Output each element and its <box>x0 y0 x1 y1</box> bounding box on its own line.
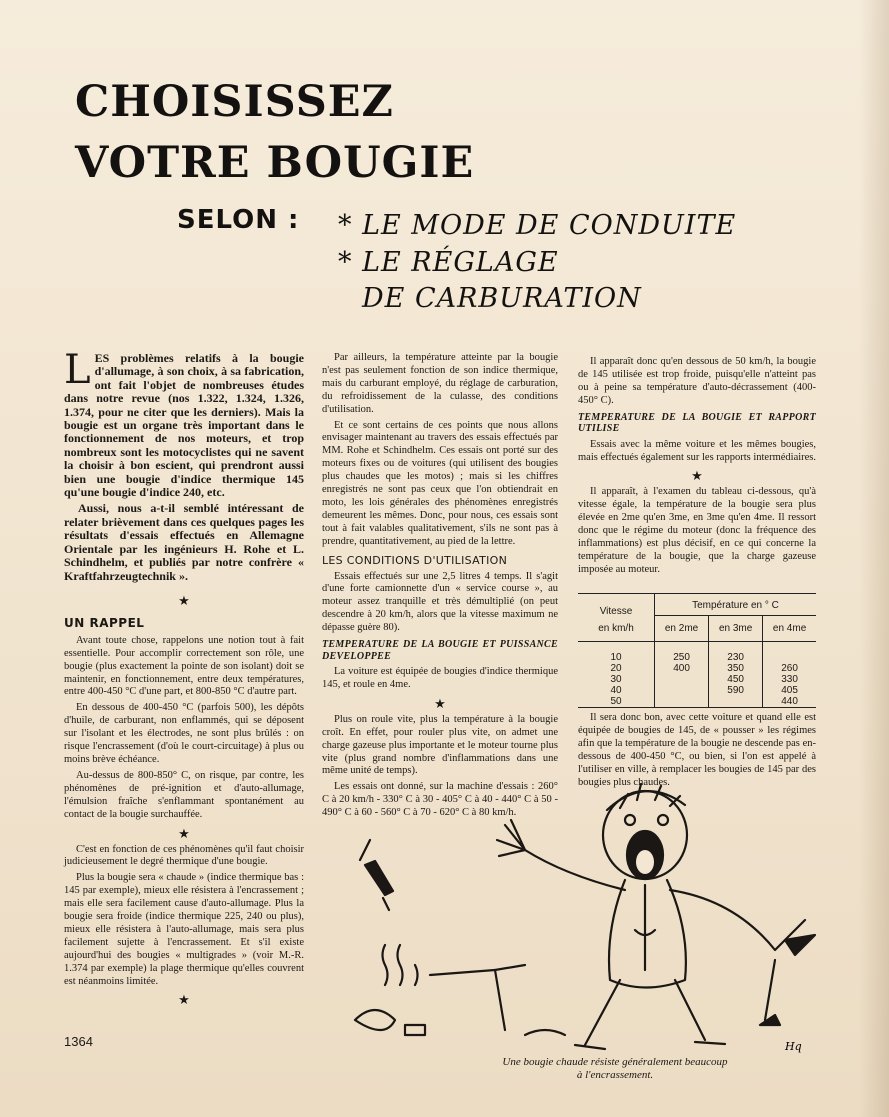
table-row <box>578 674 816 685</box>
table-cell <box>709 696 763 708</box>
separator-star-icon: ★ <box>691 468 703 484</box>
table-cell: 30 <box>578 674 655 685</box>
paragraph: Plus la bougie sera « chaude » (indice thermique bas : 145 par exemple), mieux elle résistera à l'encrassement ; mais elle sera facilement cause d'auto-allumage. Plus la bougie sera froide (indice thermique 225, 240 ou plus), mieux elle résistera à l'auto-allumage, mais sera plus facilement sujette à l'encrassement. Et s'il existe aujourd'hui des bougies « multigrades » (voir M.-R. 1.374 par exemple) la plage thermique qu'elles couvrent est néanmoins limitée. <box>64 872 304 987</box>
separator-star-icon: ★ <box>178 592 190 608</box>
illustration-caption <box>405 1056 825 1082</box>
section-heading-conditions: LES CONDITIONS D'UTILISATION <box>322 553 508 567</box>
intro-paragraph-2: Aussi, nous a-t-il semblé intéressant de relater brièvement dans ces quelques pages les résultats d'essais effectués en Allemagne Orientale par les ingénieurs H. Rohe et L. Schindhelm, et publiés par notre confrère « Kraftfahrzeugtechnik ». <box>64 501 304 583</box>
paragraph: Par ailleurs, la température atteinte par la bougie n'est pas seulement fonction de son indice thermique, mais du carburant employé, du réglage de carburation, du refroidissement de la culasse, des conditions d'utilisation. <box>322 352 558 415</box>
table-cell: 260 <box>781 663 798 674</box>
section-heading-rappel: UN RAPPEL <box>64 615 145 630</box>
header-vitesse-line-2: en km/h <box>598 622 634 634</box>
page-number: 1364 <box>64 1034 93 1049</box>
title-line-2: VOTRE BOUGIE <box>75 138 475 188</box>
table-row <box>578 663 816 674</box>
table-cell: 40 <box>578 685 655 696</box>
paragraph: La voiture est équipée de bougies d'indice thermique 145, et roule en 4me. <box>322 666 558 690</box>
intro-text-1: ES problèmes relatifs à la bougie d'allumage, à son choix, à sa fabrication, ont fait l'objet de nombreuses études dans notre revue (nos 1.322, 1.324, 1.326, 1.374, pour ne citer que les derniers). Mais la bougie est un organe très important dans le fonctionnement de nos moteurs, et trop nombreux sont les motocyclistes qui ne savent la choisir à bon escient, qui prendront aussi bien une bougie d'indice thermique 145 qu'une bougie d'indice 240, etc. <box>64 351 304 500</box>
subsection-heading: TEMPERATURE DE LA BOUGIE ET PUISSANCE DEVELOPPEE <box>322 639 558 662</box>
table-row <box>578 685 816 696</box>
table-cell <box>655 685 709 696</box>
article-title <box>75 72 474 194</box>
table-cell: 350 <box>709 663 763 674</box>
table-cell: 250 <box>655 642 709 664</box>
table-cell: 10 <box>578 642 655 664</box>
page-edge-shadow <box>859 0 889 1117</box>
table-body <box>578 642 816 708</box>
column-2 <box>322 352 558 823</box>
intro-paragraph-1 <box>64 347 304 500</box>
separator-star-icon: ★ <box>434 695 446 711</box>
temperature-table <box>578 593 816 708</box>
table-cell <box>655 674 709 685</box>
header-vitesse-line-1: Vitesse <box>599 605 633 617</box>
table-cell: 450 <box>709 674 763 685</box>
caption-line-1: Une bougie chaude résiste généralement beaucoup <box>502 1056 728 1068</box>
paragraph: Il apparaît donc qu'en dessous de 50 km/h, la bougie de 145 utilisée est trop froide, puisqu'elle n'atteint pas ou à peine sa température d'auto-décrassement (400-450° C). <box>578 356 816 406</box>
paragraph: Il sera donc bon, avec cette voiture et quand elle est équipée de bougies de 145, de « pousser » les régimes afin que la température de la bougie ne descende pas en-dessous de 400-450 °C, ou bien, si l'on est appelé à l'utiliser en ville, à remplacer les bougies de 145 par des bougies plus chaudes. <box>578 712 816 788</box>
caption-line-2: à l'encrassement. <box>576 1069 654 1081</box>
table-cell: 20 <box>578 663 655 674</box>
artist-signature: Hq <box>785 1040 802 1053</box>
paragraph: Essais effectués sur une 2,5 litres 4 temps. Il s'agit d'une forte camionnette d'un « service course », au moteur assez tranquille et très démultiplié (on peut descendre à 20 km/h, alors que la vitesse maximum ne dépasse guère 80). <box>322 570 558 634</box>
paragraph: Les essais ont donné, sur la machine d'essais : 260° C à 20 km/h - 330° C à 30 - 405° C à 40 - 440° C à 50 - 490° C à 60 - 560° C à 70 - 620° C à 80 km/h. <box>322 781 558 819</box>
table-cell <box>763 642 816 664</box>
table-cell: 405 <box>781 685 798 696</box>
subtitle-selon: SELON : <box>177 205 300 235</box>
paragraph: En dessous de 400-450 °C (parfois 500), les dépôts d'huile, de carburant, non enflammés, qui se déposent sur l'isolant et les électrodes, ne sont plus brûlés : on risque l'encrassement (d'où le court-circuitage) à plus ou moins brève échéance. <box>64 702 304 765</box>
header-gear-2: en 2me <box>655 616 709 642</box>
paragraph: Plus on roule vite, plus la température à la bougie croît. En effet, pour rouler plus vite, on admet une charge gazeuse plus importante et le moteur tourne plus vite (plus grand nombre d'inflammations dans une même unité de temps). <box>322 713 558 777</box>
separator-star-icon: ★ <box>178 825 190 841</box>
column-1 <box>64 347 304 1010</box>
subtitle-item-1: * LE MODE DE CONDUITE <box>338 210 737 241</box>
paragraph: Avant toute chose, rappelons une notion tout à fait essentielle. Pour accomplir correctement son rôle, une bougie (plus exactement la pointe de son isolant) doit se maintenir, en fonctionnement, entre deux températures, entre 400-450 °C d'une part, et 800-850 °C d'autre part. <box>64 634 304 698</box>
paragraph: Essais avec la même voiture et les mêmes bougies, mais effectués également sur les rapports intermédiaires. <box>578 438 817 463</box>
table-cell <box>655 696 709 708</box>
table-cell: 440 <box>781 696 798 707</box>
header-gear-4: en 4me <box>772 623 807 634</box>
paragraph: Au-dessus de 800-850° C, on risque, par contre, les phénomènes de pré-ignition et d'auto-allumage, l'émulsion fraîche s'enflammant spontanément au contact de la bougie surchauffée. <box>64 769 304 820</box>
header-gear-3: en 3me <box>709 616 763 642</box>
table-cell: 230 <box>709 642 763 664</box>
table-cell: 400 <box>655 663 709 674</box>
table-row <box>578 696 816 708</box>
table-cell: 50 <box>578 696 655 708</box>
intro-block <box>64 347 304 583</box>
paragraph: C'est en fonction de ces phénomènes qu'il faut choisir judicieusement le degré thermique d'une bougie. <box>64 843 304 868</box>
paragraph: Il apparaît, à l'examen du tableau ci-dessous, qu'à vitesse égale, la température de la bougie sera plus élevée en 2me qu'en 3me, en 3me qu'en 4me. Il ressort donc que le régime du moteur (donc la fréquence des inflammations) est plus décisif, en ce qui concerne la température de la bougie, que la charge gazeuse imposée au moteur. <box>578 486 816 575</box>
drop-cap: L <box>64 347 91 393</box>
header-vitesse <box>578 594 655 642</box>
header-temperature: Température en ° C <box>655 594 817 616</box>
cartoon-illustration <box>345 780 825 1055</box>
table-cell: 590 <box>709 685 763 696</box>
table-cell: 330 <box>781 674 798 685</box>
subtitle-item-3: DE CARBURATION <box>362 283 642 314</box>
subsection-heading: TEMPERATURE DE LA BOUGIE ET RAPPORT UTILISE <box>578 411 816 435</box>
subtitle-item-2: * LE RÉGLAGE <box>338 247 559 278</box>
column-3-top <box>578 356 816 580</box>
title-line-1: CHOISISSEZ <box>75 77 394 127</box>
table-row <box>578 642 816 664</box>
paragraph: Et ce sont certains de ces points que nous allons envisager maintenant au travers des essais effectués par MM. Rohe et Schindhelm. Ces essais ont porté sur des moteurs fixes ou de voitures (qui utilisent des bougies plus chaudes que les motos) ; mais si les chiffres enregistrés ne sont pas ceux que l'on obtiendrait en moto, les lois générales des phénomènes enregistrés demeurent les mêmes. Donc, pour nous, ces essais sont tout à fait valables qualitativement, s'ils ne sont pas à prendre, quantitativement, au pied de la lettre. <box>322 419 558 547</box>
separator-star-icon: ★ <box>178 992 190 1008</box>
